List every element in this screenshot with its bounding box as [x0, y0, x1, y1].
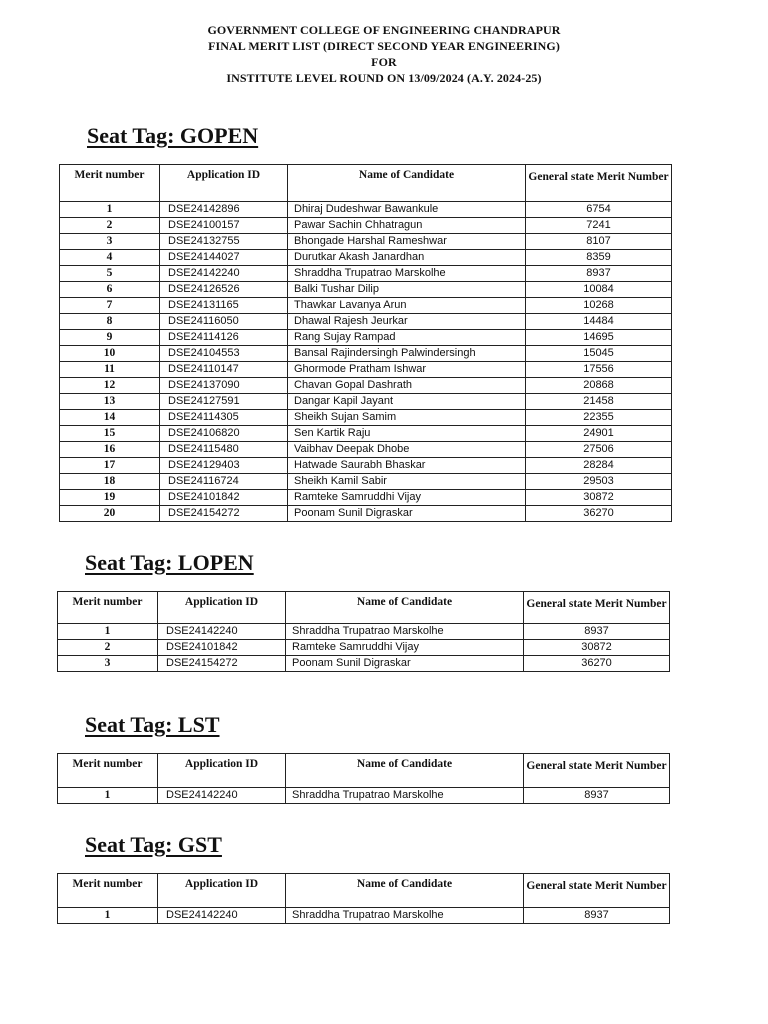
- candidate-name-cell: Poonam Sunil Digraskar: [286, 656, 524, 672]
- merit-number-cell: 6: [60, 282, 160, 298]
- merit-number-cell: 9: [60, 330, 160, 346]
- col-header-name: Name of Candidate: [286, 592, 524, 624]
- table-row: [58, 624, 670, 640]
- table-row: [60, 234, 672, 250]
- candidate-name-cell: Pawar Sachin Chhatragun: [288, 218, 526, 234]
- state-merit-cell: 28284: [526, 458, 672, 474]
- merit-number-cell: 13: [60, 394, 160, 410]
- merit-number-cell: 3: [60, 234, 160, 250]
- merit-number-cell: 17: [60, 458, 160, 474]
- table-row: [60, 266, 672, 282]
- table-row: [60, 298, 672, 314]
- state-merit-cell: 30872: [524, 640, 670, 656]
- state-merit-cell: 10268: [526, 298, 672, 314]
- round-info: INSTITUTE LEVEL ROUND ON 13/09/2024 (A.Y. 2024-25): [226, 71, 542, 85]
- state-merit-cell: 36270: [524, 656, 670, 672]
- application-id-cell: DSE24126526: [160, 282, 288, 298]
- application-id-cell: DSE24116724: [160, 474, 288, 490]
- state-merit-cell: 17556: [526, 362, 672, 378]
- application-id-cell: DSE24154272: [160, 506, 288, 522]
- state-merit-cell: 8937: [524, 908, 670, 924]
- col-header-app-id: Application ID: [158, 874, 286, 908]
- state-merit-cell: 8107: [526, 234, 672, 250]
- application-id-cell: DSE24110147: [160, 362, 288, 378]
- seat-tag-heading: Seat Tag: LOPEN: [85, 550, 254, 575]
- merit-table: [57, 873, 670, 924]
- col-header-gsm: General state Merit Number: [524, 592, 670, 624]
- merit-number-cell: 12: [60, 378, 160, 394]
- merit-number-cell: 1: [58, 624, 158, 640]
- candidate-name-cell: Bhongade Harshal Rameshwar: [288, 234, 526, 250]
- table-body: [58, 788, 670, 804]
- application-id-cell: DSE24115480: [160, 442, 288, 458]
- col-header-gsm: General state Merit Number: [526, 165, 672, 202]
- merit-number-cell: 20: [60, 506, 160, 522]
- table-row: [60, 426, 672, 442]
- candidate-name-cell: Chavan Gopal Dashrath: [288, 378, 526, 394]
- candidate-name-cell: Sen Kartik Raju: [288, 426, 526, 442]
- state-merit-cell: 21458: [526, 394, 672, 410]
- col-header-gsm: General state Merit Number: [524, 754, 670, 788]
- application-id-cell: DSE24142240: [158, 624, 286, 640]
- state-merit-cell: 8937: [524, 624, 670, 640]
- col-header-merit: Merit number: [60, 165, 160, 202]
- candidate-name-cell: Ramteke Samruddhi Vijay: [286, 640, 524, 656]
- candidate-name-cell: Durutkar Akash Janardhan: [288, 250, 526, 266]
- table-row: [58, 656, 670, 672]
- table-row: [60, 202, 672, 218]
- application-id-cell: DSE24101842: [158, 640, 286, 656]
- list-title: FINAL MERIT LIST (DIRECT SECOND YEAR ENGINEERING): [208, 39, 560, 53]
- candidate-name-cell: Ghormode Pratham Ishwar: [288, 362, 526, 378]
- candidate-name-cell: Sheikh Kamil Sabir: [288, 474, 526, 490]
- seat-tag-heading: Seat Tag: GOPEN: [87, 123, 259, 148]
- table-row: [60, 394, 672, 410]
- table-row: [60, 250, 672, 266]
- col-header-name: Name of Candidate: [286, 754, 524, 788]
- application-id-cell: DSE24142896: [160, 202, 288, 218]
- merit-number-cell: 2: [60, 218, 160, 234]
- application-id-cell: DSE24100157: [160, 218, 288, 234]
- col-header-merit: Merit number: [58, 754, 158, 788]
- table-body: [58, 908, 670, 924]
- merit-number-cell: 16: [60, 442, 160, 458]
- application-id-cell: DSE24104553: [160, 346, 288, 362]
- application-id-cell: DSE24137090: [160, 378, 288, 394]
- state-merit-cell: 27506: [526, 442, 672, 458]
- application-id-cell: DSE24127591: [160, 394, 288, 410]
- merit-number-cell: 3: [58, 656, 158, 672]
- state-merit-cell: 6754: [526, 202, 672, 218]
- candidate-name-cell: Shraddha Trupatrao Marskolhe: [286, 624, 524, 640]
- merit-number-cell: 1: [58, 788, 158, 804]
- merit-number-cell: 18: [60, 474, 160, 490]
- merit-number-cell: 10: [60, 346, 160, 362]
- candidate-name-cell: Shraddha Trupatrao Marskolhe: [286, 908, 524, 924]
- state-merit-cell: 8937: [526, 266, 672, 282]
- state-merit-cell: 14695: [526, 330, 672, 346]
- application-id-cell: DSE24142240: [158, 908, 286, 924]
- merit-number-cell: 4: [60, 250, 160, 266]
- college-name: GOVERNMENT COLLEGE OF ENGINEERING CHANDRAPUR: [207, 23, 561, 37]
- application-id-cell: DSE24132755: [160, 234, 288, 250]
- application-id-cell: DSE24114126: [160, 330, 288, 346]
- col-header-gsm: General state Merit Number: [524, 874, 670, 908]
- merit-table: [59, 164, 672, 522]
- table-row: [58, 788, 670, 804]
- state-merit-cell: 8937: [524, 788, 670, 804]
- application-id-cell: DSE24144027: [160, 250, 288, 266]
- document-header: [0, 22, 768, 86]
- application-id-cell: DSE24142240: [160, 266, 288, 282]
- candidate-name-cell: Sheikh Sujan Samim: [288, 410, 526, 426]
- table-body: [60, 202, 672, 522]
- candidate-name-cell: Bansal Rajindersingh Palwindersingh: [288, 346, 526, 362]
- application-id-cell: DSE24106820: [160, 426, 288, 442]
- table-row: [58, 908, 670, 924]
- table-row: [60, 378, 672, 394]
- candidate-name-cell: Ramteke Samruddhi Vijay: [288, 490, 526, 506]
- candidate-name-cell: Thawkar Lavanya Arun: [288, 298, 526, 314]
- col-header-merit: Merit number: [58, 874, 158, 908]
- table-row: [60, 442, 672, 458]
- state-merit-cell: 30872: [526, 490, 672, 506]
- merit-table: [57, 753, 670, 804]
- merit-number-cell: 15: [60, 426, 160, 442]
- state-merit-cell: 22355: [526, 410, 672, 426]
- state-merit-cell: 8359: [526, 250, 672, 266]
- col-header-name: Name of Candidate: [288, 165, 526, 202]
- application-id-cell: DSE24101842: [160, 490, 288, 506]
- candidate-name-cell: Shraddha Trupatrao Marskolhe: [286, 788, 524, 804]
- list-for: FOR: [371, 55, 397, 69]
- merit-number-cell: 1: [58, 908, 158, 924]
- table-row: [60, 218, 672, 234]
- col-header-name: Name of Candidate: [286, 874, 524, 908]
- candidate-name-cell: Balki Tushar Dilip: [288, 282, 526, 298]
- table-row: [60, 330, 672, 346]
- col-header-app-id: Application ID: [158, 592, 286, 624]
- merit-number-cell: 8: [60, 314, 160, 330]
- merit-number-cell: 19: [60, 490, 160, 506]
- table-row: [60, 362, 672, 378]
- application-id-cell: DSE24114305: [160, 410, 288, 426]
- merit-number-cell: 14: [60, 410, 160, 426]
- table-row: [60, 458, 672, 474]
- application-id-cell: DSE24154272: [158, 656, 286, 672]
- col-header-app-id: Application ID: [160, 165, 288, 202]
- candidate-name-cell: Poonam Sunil Digraskar: [288, 506, 526, 522]
- state-merit-cell: 29503: [526, 474, 672, 490]
- seat-tag-heading: Seat Tag: LST: [85, 712, 220, 737]
- candidate-name-cell: Dangar Kapil Jayant: [288, 394, 526, 410]
- merit-table: [57, 591, 670, 672]
- application-id-cell: DSE24142240: [158, 788, 286, 804]
- table-row: [58, 640, 670, 656]
- state-merit-cell: 36270: [526, 506, 672, 522]
- candidate-name-cell: Hatwade Saurabh Bhaskar: [288, 458, 526, 474]
- table-row: [60, 410, 672, 426]
- col-header-app-id: Application ID: [158, 754, 286, 788]
- table-body: [58, 624, 670, 672]
- state-merit-cell: 15045: [526, 346, 672, 362]
- col-header-merit: Merit number: [58, 592, 158, 624]
- application-id-cell: DSE24129403: [160, 458, 288, 474]
- state-merit-cell: 24901: [526, 426, 672, 442]
- merit-number-cell: 5: [60, 266, 160, 282]
- table-row: [60, 314, 672, 330]
- candidate-name-cell: Dhawal Rajesh Jeurkar: [288, 314, 526, 330]
- state-merit-cell: 14484: [526, 314, 672, 330]
- table-row: [60, 346, 672, 362]
- application-id-cell: DSE24131165: [160, 298, 288, 314]
- table-row: [60, 474, 672, 490]
- candidate-name-cell: Shraddha Trupatrao Marskolhe: [288, 266, 526, 282]
- merit-number-cell: 7: [60, 298, 160, 314]
- table-row: [60, 490, 672, 506]
- merit-number-cell: 2: [58, 640, 158, 656]
- candidate-name-cell: Vaibhav Deepak Dhobe: [288, 442, 526, 458]
- candidate-name-cell: Rang Sujay Rampad: [288, 330, 526, 346]
- table-row: [60, 506, 672, 522]
- application-id-cell: DSE24116050: [160, 314, 288, 330]
- seat-tag-heading: Seat Tag: GST: [85, 832, 222, 857]
- state-merit-cell: 7241: [526, 218, 672, 234]
- state-merit-cell: 20868: [526, 378, 672, 394]
- merit-number-cell: 1: [60, 202, 160, 218]
- candidate-name-cell: Dhiraj Dudeshwar Bawankule: [288, 202, 526, 218]
- merit-number-cell: 11: [60, 362, 160, 378]
- table-row: [60, 282, 672, 298]
- state-merit-cell: 10084: [526, 282, 672, 298]
